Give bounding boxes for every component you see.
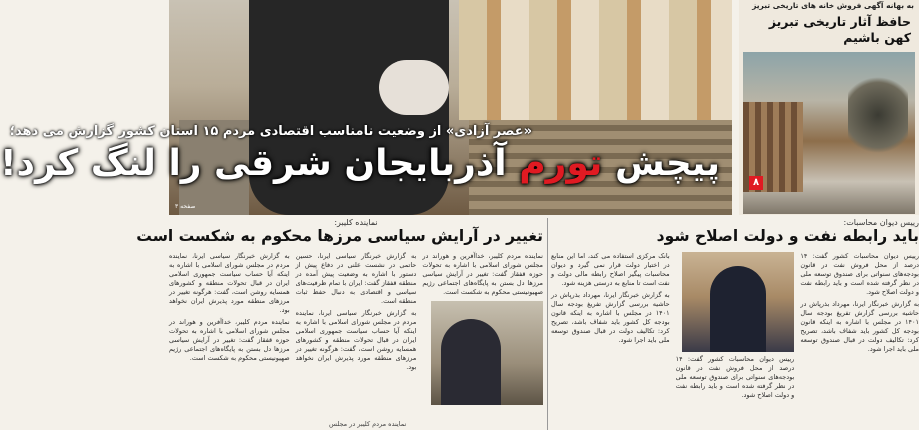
parliament-photo (431, 301, 543, 405)
story-kicker: نماینده کلیبر: (334, 218, 378, 227)
headline-part2: آذربایجان شرقی را لنگ کرد! (0, 143, 507, 184)
market-shelf (459, 0, 732, 120)
story-paragraph: به گزارش خبرنگار ایرنا، مهرداد بذرپاش در حاشیه بررسی گزارش تفریغ بودجه سال ۱۴۰۱ در مجلس با اشاره به اینکه قانون بودجه کل کشور باید شفاف باشد، تصریح کرد: تکالیف دولت در قبال صندوق توسعه ملی باید اجرا شود. (800, 300, 919, 353)
tree (848, 70, 908, 160)
hero-photo (0, 0, 732, 215)
photo-caption: نماینده مردم کلیبر در مجلس (329, 420, 407, 428)
gloved-hand (379, 60, 449, 115)
story-body (169, 252, 543, 405)
story-col-3 (551, 252, 670, 400)
hero-headline (0, 143, 720, 184)
story-paragraph: به گزارش خبرنگار سیاسی ایرنا، حسین حاتمی در نشست علنی در دفاع پیش از دستور با اشاره به وضعیت پیش آمده در منطقه قفقاز گفت: ایران با تمام ظرفیت‌های سیاسی و اقتصادی به دنبال حفظ ثبات منطقه است. (295, 252, 417, 305)
story-col-1 (800, 252, 919, 400)
story-col-2 (296, 252, 417, 405)
sidebar-title[interactable]: حافظ آثار تاریخی تبریز کهن باشیم (768, 14, 911, 45)
story-paragraph: رییس دیوان محاسبات کشور گفت: ۱۴ درصد از محل فروش نفت در قانون بودجه‌های سنواتی برای صندوق توسعه ملی در نظر گرفته شده است و باید رابطه نفت و دولت اصلاح شود. (800, 252, 919, 296)
hero-overline: «عصر آزادی» از وضعیت نامناسب اقتصادی مردم ۱۵ استان کشور گزارش می دهد؛ (9, 124, 532, 139)
headline-part1: پیچش (614, 143, 720, 184)
story-headline[interactable]: تغییر در آرایش سیاسی مرزها محکوم به شکست است (136, 227, 543, 245)
story-borders[interactable] (136, 218, 543, 430)
story-col-3 (169, 252, 290, 405)
story-col-1 (422, 252, 543, 405)
story-col-2 (676, 252, 795, 400)
story-paragraph: به گزارش خبرنگار سیاسی ایرنا، نماینده مردم در مجلس شورای اسلامی با اشاره به اینکه آیا حساب سیاست جمهوری اسلامی ایران در قبال تحولات منطقه و کشورهای همسایه روشن است، گفت: هرگونه تغییر در مرزهای منطقه مورد پذیرش ایران نخواهد بود. (168, 252, 290, 314)
official-photo (682, 252, 794, 352)
story-paragraph: به گزارش خبرنگار سیاسی ایرنا، نماینده مردم در مجلس شورای اسلامی با اشاره به اینکه آیا حساب سیاست جمهوری اسلامی ایران در قبال تحولات منطقه و کشورهای همسایه روشن است، گفت: هرگونه تغییر در مرزهای منطقه مورد پذیرش ایران نخواهد بود. (295, 309, 417, 371)
mp-figure (441, 319, 501, 405)
story-paragraph: به گزارش خبرنگار ایرنا، مهرداد بذرپاش در حاشیه بررسی گزارش تفریغ بودجه سال ۱۴۰۱ در مجلس با اشاره به اینکه قانون بودجه کل کشور باید شفاف باشد، تصریح کرد: تکالیف دولت در قبال صندوق توسعه ملی باید اجرا شود. (550, 291, 670, 344)
sidebar-photo (743, 52, 915, 214)
story-paragraph: رییس دیوان محاسبات کشور گفت: ۱۴ درصد از محل فروش نفت در قانون بودجه‌های سنواتی برای صندوق توسعه ملی در نظر گرفته شده است و باید رابطه نفت و دولت اصلاح شود. (675, 355, 795, 399)
page-number-badge: ۸ (749, 176, 763, 190)
headline-red-word: تورم (519, 143, 603, 184)
story-body (551, 252, 919, 400)
story-paragraph: بانک مرکزی استفاده می کند، اما این منابع در اختیار دولت قرار نمی گیرد و دیوان محاسبات پیگیر اصلاح رابطه مالی دولت و نفت است تا منابع به درستی هزینه شود. (550, 252, 670, 287)
story-oil-government[interactable] (551, 218, 919, 430)
story-paragraph: نماینده مردم کلیبر، خداآفرین و هوراند در مجلس شورای اسلامی با اشاره به تحولات حوزه قفقاز گفت: تغییر در آرایش سیاسی مرزها دل بستن به پایگاه‌های اجتماعی رژیم صهیونیستی محکوم به شکست است. (422, 252, 543, 296)
story-kicker: رییس دیوان محاسبات: (843, 218, 919, 227)
column-divider (547, 218, 548, 430)
story-paragraph: نماینده مردم کلیبر، خداآفرین و هوراند در مجلس شورای اسلامی با اشاره به تحولات حوزه قفقاز گفت: تغییر در آرایش سیاسی مرزها دل بستن به پایگاه‌های اجتماعی رژیم صهیونیستی محکوم به شکست است. (168, 318, 290, 362)
page-reference: صفحه ۳ (175, 203, 196, 210)
sidebar-story[interactable] (739, 0, 919, 215)
sidebar-kicker: به بهانه آگهی فروش خانه های تاریخی تبریز (752, 1, 914, 10)
official-figure (710, 266, 766, 352)
story-headline[interactable]: باید رابطه نفت و دولت اصلاح شود (656, 227, 919, 245)
